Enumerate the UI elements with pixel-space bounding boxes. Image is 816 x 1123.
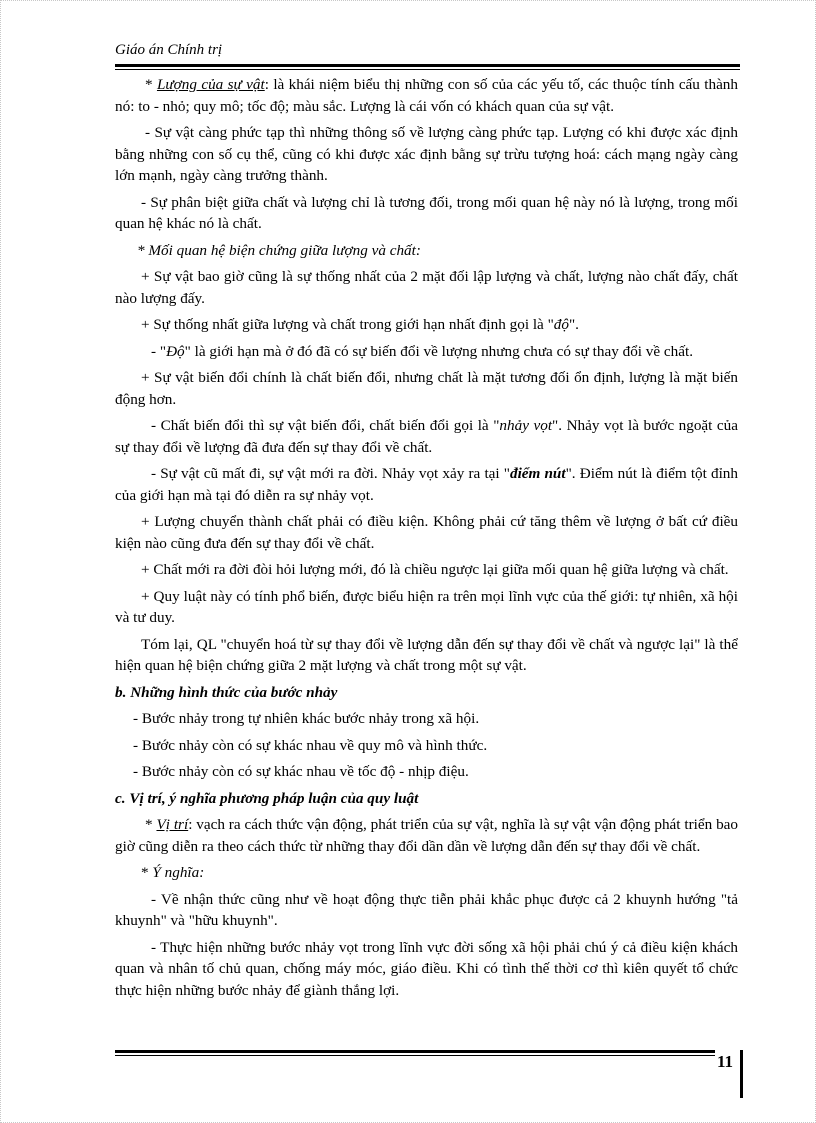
paragraph: + Lượng chuyển thành chất phải có điều kiện. Không phải cứ tăng thêm về lượng ở bất cứ điều kiện nào cũng đưa đến sự thay đổi về chất. [115,513,738,552]
footer-rule-thin [115,1055,715,1056]
paragraph: * Lượng của sự vật: là khái niệm biểu thị những con số của các yếu tố, các thuộc tính cấu thành nó: to - nhỏ; quy mô; tốc độ; màu sắc. Lượng là cái vốn có khách quan của sự vật. [115,76,738,115]
paragraph: + Chất mới ra đời đòi hỏi lượng mới, đó là chiều ngược lại giữa mối quan hệ giữa lượng và chất. [141,561,729,578]
paragraph: * Vị trí: vạch ra cách thức vận động, phát triển của sự vật, nghĩa là sự vật vận động phát triển bao giờ cũng diễn ra theo cách thức từ những thay đổi dần dần về lượng dẫn đến sự thay đổi về chất. [115,816,738,855]
section-heading-c: c. Vị trí, ý nghĩa phương pháp luận của quy luật [115,789,419,807]
page-number: 11 [717,1052,734,1071]
footer-rule-thick [115,1050,715,1053]
paragraph: + Sự vật bao giờ cũng là sự thống nhất của 2 mặt đối lập lượng và chất, lượng nào chất đấy, chất nào lượng đấy. [115,268,738,307]
list-item: - Bước nhảy còn có sự khác nhau về quy mô và hình thức. [133,736,488,754]
document-body [115,74,738,1006]
paragraph: - Sự vật cũ mất đi, sự vật mới ra đời. Nhảy vọt xảy ra tại "điểm nút". Điểm nút là điểm tột đỉnh của giới hạn mà tại đó diễn ra sự nhảy vọt. [115,465,738,504]
term-diem-nut: điểm nút [509,465,566,482]
paragraph: + Sự vật biến đổi chính là chất biến đổi, nhưng chất là mặt tương đối ổn định, lượng là mặt biến động hơn. [115,369,738,408]
paragraph: - "Độ" là giới hạn mà ở đó đã có sự biến đổi về lượng nhưng chưa có sự thay đổi về chất. [151,342,694,360]
page-header-title: Giáo án Chính trị [115,42,223,58]
term-nhay-vot: nhảy vọt [499,417,553,434]
paragraph: - Về nhận thức cũng như về hoạt động thực tiễn phải khắc phục được cả 2 khuynh hướng "tả khuynh" và "hữu khuynh". [115,890,738,929]
subheading: * Ý nghĩa: [141,864,205,881]
list-item: - Bước nhảy còn có sự khác nhau về tốc độ - nhịp điệu. [133,763,469,780]
header-rule-thin [115,69,740,70]
paragraph: - Chất biến đổi thì sự vật biến đổi, chất biến đổi gọi là "nhảy vọt". Nhảy vọt là bước ngoặt của sự thay đổi về lượng đã đưa đến sự thay đổi về chất. [115,417,738,456]
paragraph: - Sự vật càng phức tạp thì những thông số về lượng càng phức tạp. Lượng có khi được xác định bằng những con số cụ thể, cũng có khi được xác định bằng sự trừu tượng hoá: cách mạng ngày càng lớn mạnh, ngày càng trưởng thành. [115,124,738,184]
term-y-nghia: Ý nghĩa: [152,864,205,881]
paragraph: + Sự thống nhất giữa lượng và chất trong giới hạn nhất định gọi là "độ". [141,316,579,333]
paragraph: + Quy luật này có tính phổ biến, được biểu hiện ra trên mọi lĩnh vực của thế giới: tự nhiên, xã hội và tư duy. [115,587,738,626]
footer-rule-vertical [740,1050,743,1098]
term-luong: Lượng của sự vật [156,76,265,93]
subheading: * Mối quan hệ biện chứng giữa lượng và chất: [137,241,421,259]
list-item: - Bước nhảy trong tự nhiên khác bước nhảy trong xã hội. [133,710,480,727]
term-do-cap: Độ [166,342,185,360]
paragraph: - Thực hiện những bước nhảy vọt trong lĩnh vực đời sống xã hội phải chú ý cả điều kiện khách quan và nhân tố chủ quan, chống máy móc, giáo điều. Khi có tình thế thời cơ thì kiên quyết tổ chức thực hiện những bước nhảy để giành thắng lợi. [115,938,738,999]
term-do: độ [553,316,569,333]
paragraph: - Sự phân biệt giữa chất và lượng chỉ là tương đối, trong mối quan hệ này nó là lượng, trong mối quan hệ khác nó là chất. [115,193,738,232]
term-vi-tri: Vị trí [156,816,189,833]
header-rule-thick [115,64,740,67]
paragraph: Tóm lại, QL "chuyển hoá từ sự thay đổi về lượng dẫn đến sự thay đổi về chất và ngược lại" là thể hiện quan hệ biện chứng giữa 2 mặt lượng và chất trong một sự vật. [115,635,738,674]
section-heading-b: b. Những hình thức của bước nhảy [115,683,338,701]
